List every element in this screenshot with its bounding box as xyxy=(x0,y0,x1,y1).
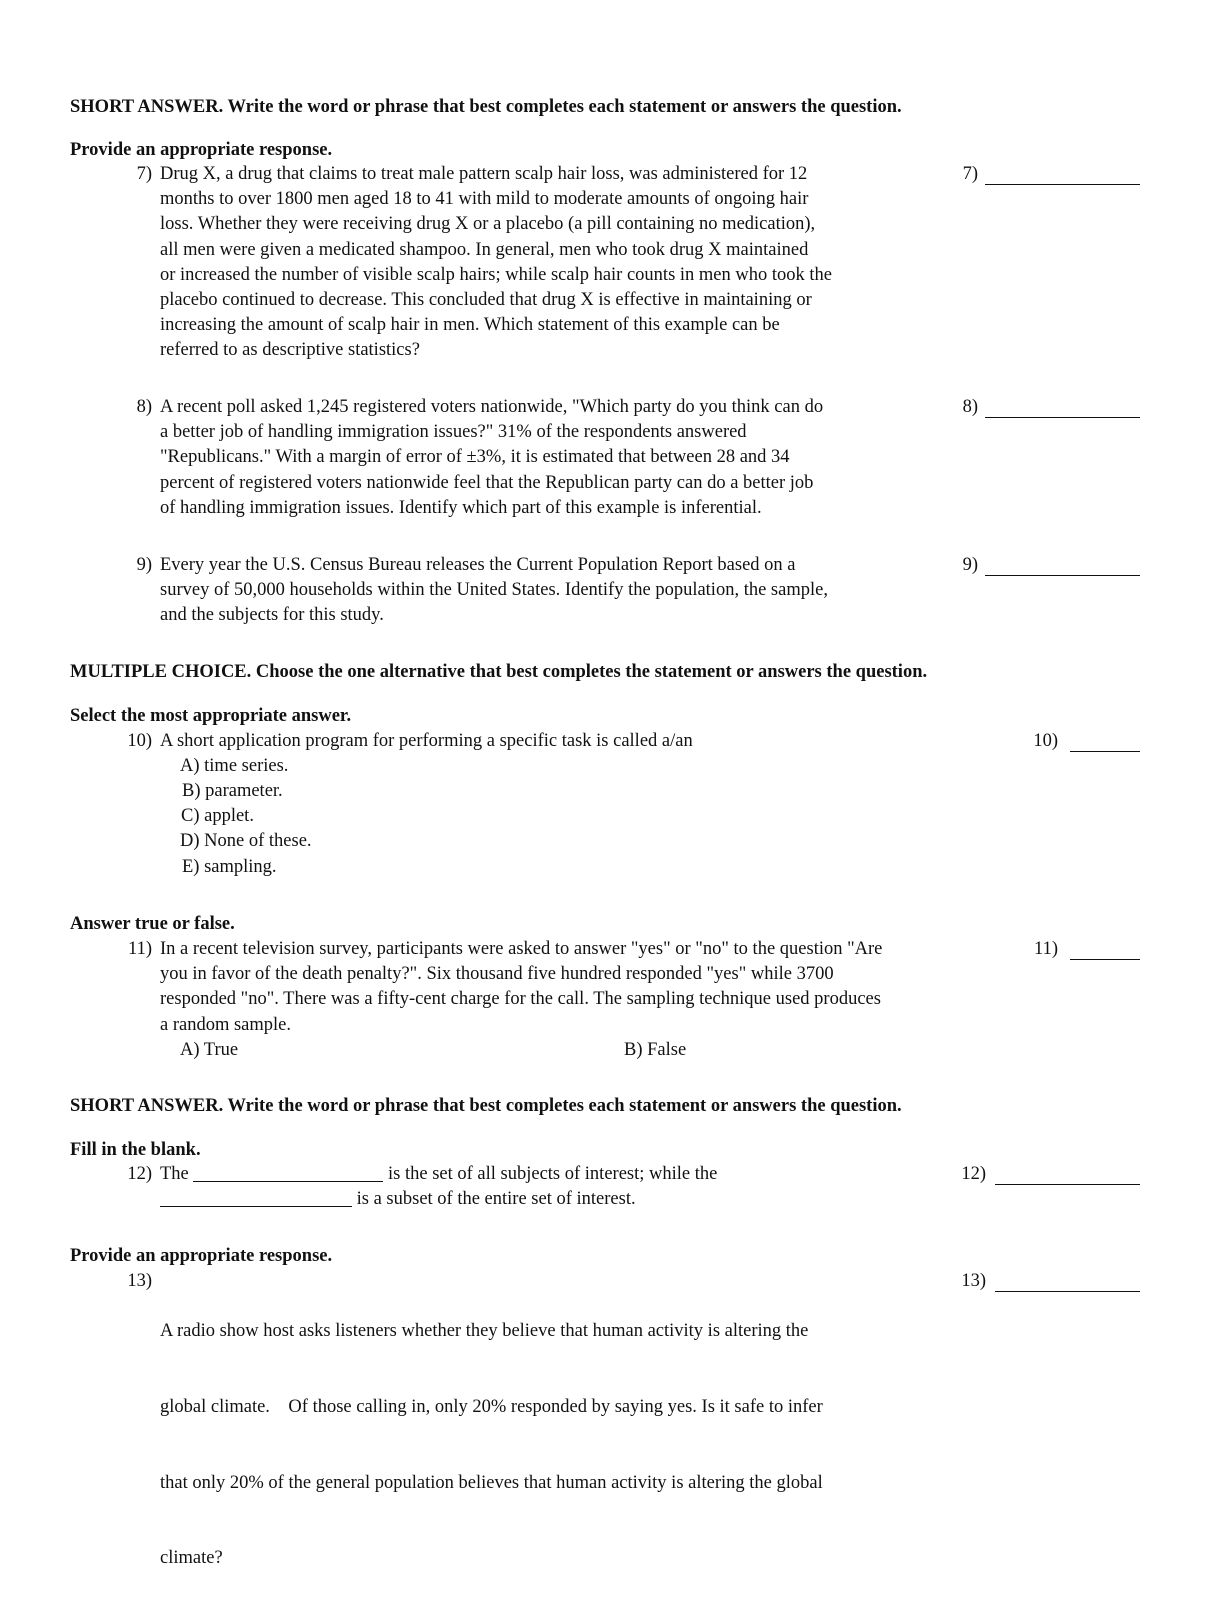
option-letter: B) xyxy=(182,781,201,801)
text-segment: The xyxy=(160,1164,189,1184)
answer-blank[interactable] xyxy=(985,184,1140,185)
question-line: a better job of handling immigration issues?" 31% of the respondents answered xyxy=(160,422,747,443)
answer-label: 11) xyxy=(1034,939,1058,959)
instruction-fill-blank: Fill in the blank. xyxy=(70,1140,201,1160)
question-text: A short application program for performing a specific task is called a/an xyxy=(160,731,693,751)
question-text xyxy=(160,1162,717,1212)
question-line: climate? xyxy=(160,1548,223,1569)
question-line: placebo continued to decrease. This concluded that drug X is effective in maintaining or xyxy=(160,290,812,311)
question-line: increasing the amount of scalp hair in men. Which statement of this example can be xyxy=(160,315,780,336)
text-segment: is a subset of the entire set of interest. xyxy=(356,1189,636,1210)
question-number: 13) xyxy=(127,1271,152,1291)
question-number: 8) xyxy=(136,397,152,417)
option-text: applet. xyxy=(204,806,254,826)
answer-label: 12) xyxy=(961,1164,986,1184)
question-line: referred to as descriptive statistics? xyxy=(160,340,420,361)
question-number: 7) xyxy=(136,164,152,184)
section-heading-short-answer: SHORT ANSWER. Write the word or phrase that best completes each statement or answers the question. xyxy=(70,97,902,117)
option-c[interactable] xyxy=(181,804,254,829)
question-line: loss. Whether they were receiving drug X or a placebo (a pill containing no medication), xyxy=(160,214,816,235)
instruction-provide-response: Provide an appropriate response. xyxy=(70,1246,333,1266)
fill-blank-2[interactable] xyxy=(160,1188,352,1207)
answer-label: 8) xyxy=(962,397,978,417)
question-line: and the subjects for this study. xyxy=(160,605,384,626)
option-letter: D) xyxy=(180,831,200,851)
instruction-provide-response: Provide an appropriate response. xyxy=(70,140,333,160)
question-text xyxy=(160,1269,823,1622)
question-text xyxy=(160,162,832,364)
option-d[interactable] xyxy=(180,829,312,854)
option-text: sampling. xyxy=(204,857,277,877)
answer-label: 9) xyxy=(962,555,978,575)
answer-label: 10) xyxy=(1033,731,1058,751)
question-line: Drug X, a drug that claims to treat male pattern scalp hair loss, was administered for 12 xyxy=(160,164,808,184)
question-line: percent of registered voters nationwide feel that the Republican party can do a better job xyxy=(160,472,814,493)
fill-blank-1[interactable] xyxy=(193,1163,383,1182)
question-line: In a recent television survey, participants were asked to answer "yes" or "no" to the question "Are xyxy=(160,939,883,959)
question-line: survey of 50,000 households within the United States. Identify the population, the sample, xyxy=(160,580,828,601)
text-segment: is the set of all subjects of interest; while the xyxy=(388,1164,718,1184)
question-line: months to over 1800 men aged 18 to 41 with mild to moderate amounts of ongoing hair xyxy=(160,189,809,210)
question-line: Every year the U.S. Census Bureau releases the Current Population Report based on a xyxy=(160,555,796,575)
question-line: all men were given a medicated shampoo. In general, men who took drug X maintained xyxy=(160,239,809,260)
option-letter: E) xyxy=(182,857,200,877)
section-heading-multiple-choice: MULTIPLE CHOICE. Choose the one alternative that best completes the statement or answers the question. xyxy=(70,662,928,682)
option-text: parameter. xyxy=(205,781,283,801)
instruction-select-answer: Select the most appropriate answer. xyxy=(70,706,352,726)
question-number: 12) xyxy=(127,1164,152,1184)
option-true[interactable]: A) True xyxy=(180,1040,239,1060)
question-number: 9) xyxy=(136,555,152,575)
answer-label: 7) xyxy=(962,164,978,184)
answer-blank[interactable] xyxy=(1070,959,1140,960)
question-line: responded "no". There was a fifty-cent charge for the call. The sampling technique used produces xyxy=(160,989,881,1010)
option-b[interactable] xyxy=(182,779,283,804)
question-line: that only 20% of the general population believes that human activity is altering the global xyxy=(160,1472,823,1493)
question-text xyxy=(160,395,823,521)
answer-blank[interactable] xyxy=(985,417,1140,418)
question-line: A radio show host asks listeners whether they believe that human activity is altering the xyxy=(160,1321,809,1342)
option-text: time series. xyxy=(204,756,289,776)
question-line: global climate. Of those calling in, only 20% responded by saying yes. Is it safe to infer xyxy=(160,1397,823,1418)
option-false[interactable]: B) False xyxy=(624,1040,687,1060)
question-line xyxy=(160,1162,717,1187)
answer-blank[interactable] xyxy=(995,1184,1140,1185)
question-text xyxy=(160,937,882,1038)
question-line: A recent poll asked 1,245 registered voters nationwide, "Which party do you think can do xyxy=(160,397,824,417)
option-letter: A) xyxy=(180,756,200,776)
question-number: 10) xyxy=(127,731,152,751)
question-line: a random sample. xyxy=(160,1014,291,1035)
section-heading-short-answer: SHORT ANSWER. Write the word or phrase that best completes each statement or answers the question. xyxy=(70,1096,902,1116)
answer-label: 13) xyxy=(961,1271,986,1291)
question-number: 11) xyxy=(128,939,152,959)
question-line xyxy=(160,1187,717,1212)
option-e[interactable] xyxy=(182,855,277,880)
answer-blank[interactable] xyxy=(1070,751,1140,752)
question-line: "Republicans." With a margin of error of ±3%, it is estimated that between 28 and 34 xyxy=(160,447,790,468)
option-a[interactable] xyxy=(180,754,288,779)
question-text xyxy=(160,553,828,629)
question-line: of handling immigration issues. Identify which part of this example is inferential. xyxy=(160,497,762,518)
answer-blank[interactable] xyxy=(985,575,1140,576)
option-letter: C) xyxy=(181,806,200,826)
question-line: or increased the number of visible scalp hairs; while scalp hair counts in men who took the xyxy=(160,264,832,285)
option-text: None of these. xyxy=(204,831,312,851)
instruction-true-false: Answer true or false. xyxy=(70,914,235,934)
answer-blank[interactable] xyxy=(995,1291,1140,1292)
question-line: you in favor of the death penalty?". Six thousand five hundred responded "yes" while 3700 xyxy=(160,964,834,985)
